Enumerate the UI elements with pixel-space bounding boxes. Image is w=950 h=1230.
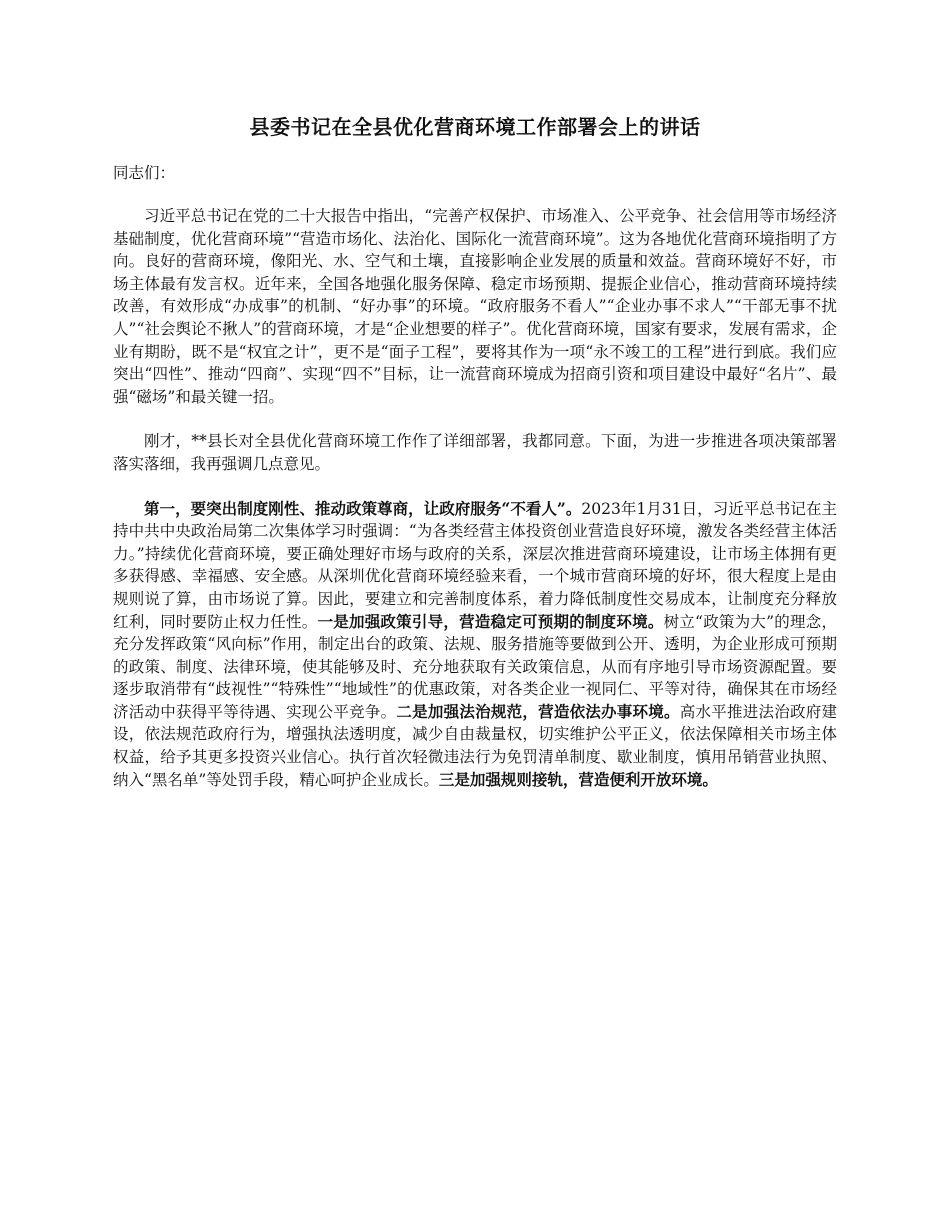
sub-point-1-text: 树立“政策为大”的理念，充分发挥政策“风向标”作用，制定出台的政策、法规、服务措施等要做到公开、透明，为企业形成可预期的政策、制度、法律环境，使其能够及时、充分地获取有关政策信息，从而有序地引导市场资源配置。要逐步取消带有“歧视性”“特殊性”“地域性”的优惠政策，对各类企业一视同仁、平等对待，确保其在市场经济活动中获得平等待遇、实现公平竞争。 <box>113 612 837 721</box>
heading-sub-point-1: 一是加强政策引导，营造稳定可预期的制度环境。 <box>317 611 664 631</box>
sub-point-2-text: 高水平推进法治政府建设，依法规范政府行为，增强执法透明度，减少自由裁量权，切实维护公平正义，依法保障相关市场主体权益，给予其更多投资兴业信心。执行首次轻微违法行为免罚清单制度、歇业制度，慎用吊销营业执照、纳入“黑名单”等处罚手段，精心呵护企业成长。 <box>113 702 837 789</box>
paragraph-first-point <box>113 498 837 792</box>
document-title: 县委书记在全县优化营商环境工作部署会上的讲话 <box>249 115 701 139</box>
heading-sub-point-3: 三是加强规则接轨，营造便利开放环境。 <box>438 769 718 789</box>
paragraph-transition: 刚才，**县长对全县优化营商环境工作作了详细部署，我都同意。下面，为进一步推进各项决策部署落实落细，我再强调几点意见。 <box>113 432 837 473</box>
document-page <box>113 112 837 813</box>
salutation: 同志们： <box>113 164 176 182</box>
heading-first-point: 第一，要突出制度刚性、推动政策尊商，让政府服务“不看人”。 <box>144 498 582 518</box>
paragraph-intro: 习近平总书记在党的二十大报告中指出，“完善产权保护、市场准入、公平竞争、社会信用等市场经济基础制度，优化营商环境”“营造市场化、法治化、国际化一流营商环境”。这为各地优化营商环境指明了方向。良好的营商环境，像阳光、水、空气和土壤，直接影响企业发展的质量和效益。营商环境好不好，市场主体最有发言权。近年来，全国各地强化服务保障、稳定市场预期、提振企业信心，推动营商环境持续改善，有效形成“办成事”的机制、“好办事”的环境。“政府服务不看人”“企业办事不求人”“干部无事不扰人”“社会舆论不揪人”的营商环境，才是“企业想要的样子”。优化营商环境，国家有要求，发展有需求，企业有期盼，既不是“权宜之计”，更不是“面子工程”，要将其作为一项“永不竣工的工程”进行到底。我们应突出“四性”、推动“四商”、实现“四不”目标，让一流营商环境成为招商引资和项目建设中最好“名片”、最强“磁场”和最关键一招。 <box>113 207 837 406</box>
heading-sub-point-2: 二是加强法治规范，营造依法办事环境。 <box>396 701 680 721</box>
first-point-text: 2023年1月31日，习近平总书记在主持中共中央政治局第二次集体学习时强调：“为各类经营主体投资创业营造良好环境，激发各类经营主体活力。”持续优化营商环境，要正确处理好市场与政府的关系，深层次推进营商环境建设，让市场主体拥有更多获得感、幸福感、安全感。从深圳优化营商环境经验来看，一个城市营商环境的好坏，很大程度上是由规则说了算，由市场说了算。因此，要建立和完善制度体系，着力降低制度性交易成本，让制度充分释放红利，同时要防止权力任性。 <box>113 499 837 631</box>
